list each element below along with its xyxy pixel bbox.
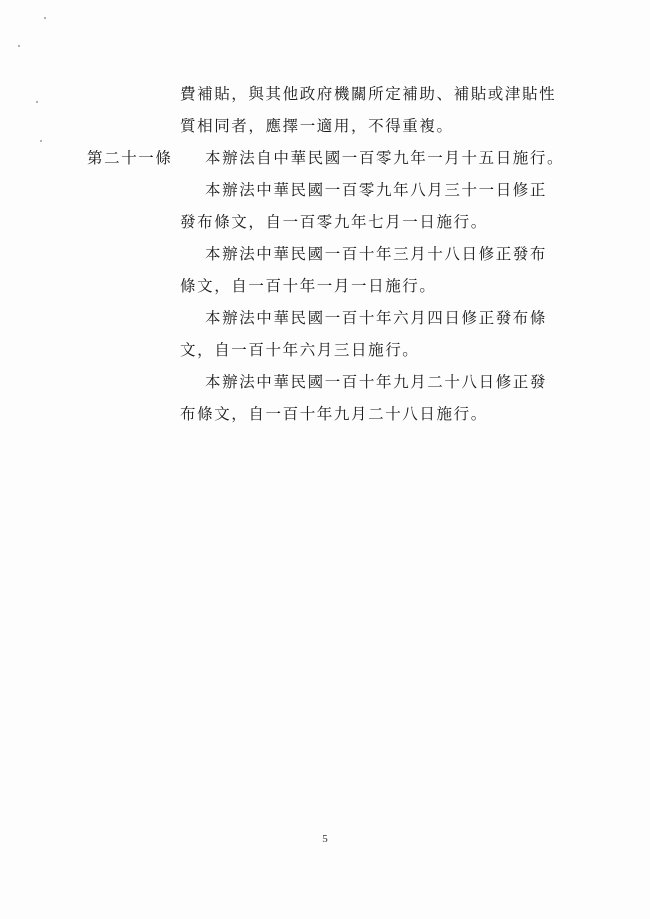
scan-speck	[36, 101, 38, 103]
scan-speck	[44, 17, 46, 19]
body-text-line: 文，自一百十年六月三日施行。	[180, 341, 420, 359]
body-text-line: 本辦法中華民國一百零九年八月三十一日修正	[205, 181, 548, 199]
body-text-line: 費補貼，與其他政府機關所定補助、補貼或津貼性	[180, 85, 557, 103]
body-text-line: 質相同者，應擇一適用，不得重複。	[180, 117, 454, 135]
body-text-line: 布條文，自一百十年九月二十八日施行。	[180, 405, 488, 423]
body-text-line: 條文，自一百十年一月一日施行。	[180, 277, 437, 295]
article-number: 第二十一條	[87, 149, 173, 167]
body-text-line: 本辦法中華民國一百十年九月二十八日修正發	[205, 373, 548, 391]
scan-speck	[18, 45, 20, 47]
page-number: 5	[322, 833, 328, 845]
body-text-line: 本辦法中華民國一百十年六月四日修正發布條	[205, 309, 548, 327]
scan-speck	[40, 140, 42, 142]
body-text-line: 本辦法中華民國一百十年三月十八日修正發布	[205, 245, 548, 263]
body-text-line: 本辦法自中華民國一百零九年一月十五日施行。	[205, 149, 565, 167]
body-text-line: 發布條文，自一百零九年七月一日施行。	[180, 213, 488, 231]
